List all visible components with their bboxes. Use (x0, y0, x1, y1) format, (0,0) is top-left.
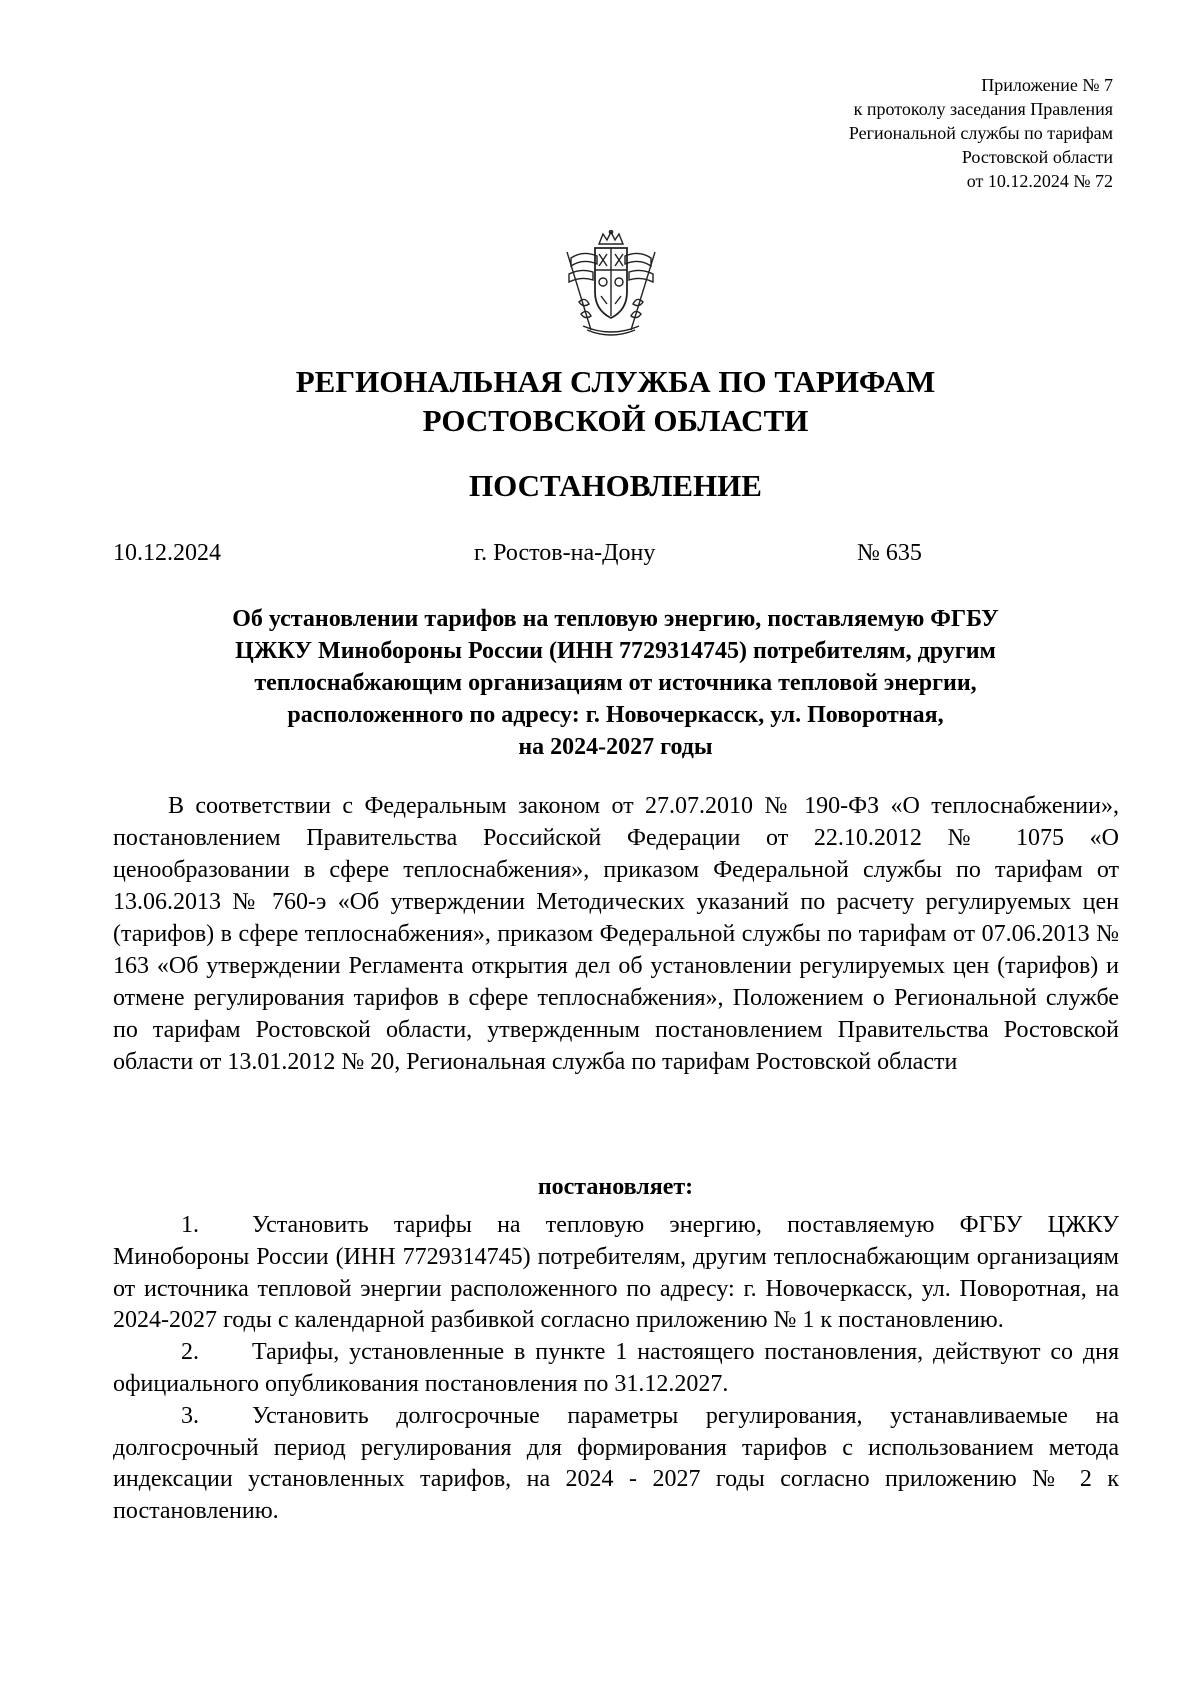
resolution-item (113, 1337, 1119, 1401)
subject-line: теплоснабжающим организациям от источника тепловой энергии, (254, 670, 977, 696)
subject-line: расположенного по адресу: г. Новочеркасск, ул. Поворотная, (287, 702, 944, 728)
appendix-line: Региональной службы по тарифам (848, 123, 1113, 143)
appendix-line: Приложение № 7 (981, 75, 1113, 95)
resolution-item (113, 1210, 1119, 1337)
appendix-line: Ростовской области (961, 147, 1113, 167)
appendix-reference (849, 73, 1113, 193)
organization-name-line: РЕГИОНАЛЬНАЯ СЛУЖБА ПО ТАРИФАМ (295, 364, 936, 399)
subject-line: на 2024-2027 годы (518, 734, 713, 760)
document-subject (113, 603, 1118, 763)
appendix-line: к протоколу заседания Правления (853, 99, 1113, 119)
organization-name (0, 362, 1200, 440)
resolution-item (113, 1401, 1119, 1528)
document-city: г. Ростов-на-Дону (474, 540, 656, 566)
item-text: Установить тарифы на тепловую энергию, поставляемую ФГБУ ЦЖКУ Минобороны России (ИНН 7729314745) потребителям, другим теплоснабжающим организациям от источника тепловой энергии расположенного по адресу: г. Новочеркасск, ул. Поворотная, на 2024-2027 годы с календарной разбивкой согласно приложению № 1 к постановлению. (113, 1212, 1119, 1334)
appendix-line: от 10.12.2024 № 72 (966, 171, 1113, 191)
subject-line: Об установлении тарифов на тепловую энергию, поставляемую ФГБУ (232, 606, 999, 632)
document-number: № 635 (857, 540, 922, 566)
document-type: ПОСТАНОВЛЕНИЕ (469, 468, 762, 503)
decides-heading: постановляет: (537, 1174, 694, 1200)
item-number: 1. (181, 1212, 199, 1238)
preamble-paragraph: В соответствии с Федеральным законом от 27.07.2010 № 190-ФЗ «О теплоснабжении», постановлением Правительства Российской Федерации от 22.10.2012 № 1075 «О ценообразовании в сфере теплоснабжения», приказом Федеральной службы по тарифам от 13.06.2013 № 760-э «Об утверждении Методических указаний по расчету регулируемых цен (тарифов) в сфере теплоснабжения», приказом Федеральной службы по тарифам от 07.06.2013 № 163 «Об утверждении Регламента открытия дел об установлении регулируемых цен (тарифов) и отмене регулирования тарифов в сфере теплоснабжения», Положением о Региональной службе по тарифам Ростовской области, утвержденным постановлением Правительства Ростовской области от 13.01.2012 № 20, Региональная служба по тарифам Ростовской области (113, 793, 1119, 1075)
document-date: 10.12.2024 (113, 540, 221, 566)
item-text: Тарифы, установленные в пункте 1 настоящего постановления, действуют со дня официального опубликования постановления по 31.12.2027. (113, 1339, 1119, 1397)
item-number: 3. (181, 1402, 199, 1429)
item-number: 2. (181, 1339, 199, 1366)
item-text: Установить долгосрочные параметры регулирования, устанавливаемые на долгосрочный период регулирования для формирования тарифов с использованием метода индексации установленных тарифов, на 2024 - 2027 годы согласно приложению № 2 к постановлению. (113, 1402, 1119, 1525)
resolution-items (113, 1210, 1119, 1528)
coat-of-arms-icon (561, 230, 661, 340)
organization-name-line: РОСТОВСКОЙ ОБЛАСТИ (422, 403, 809, 438)
subject-line: ЦЖКУ Минобороны России (ИНН 7729314745) потребителям, другим (235, 638, 996, 664)
